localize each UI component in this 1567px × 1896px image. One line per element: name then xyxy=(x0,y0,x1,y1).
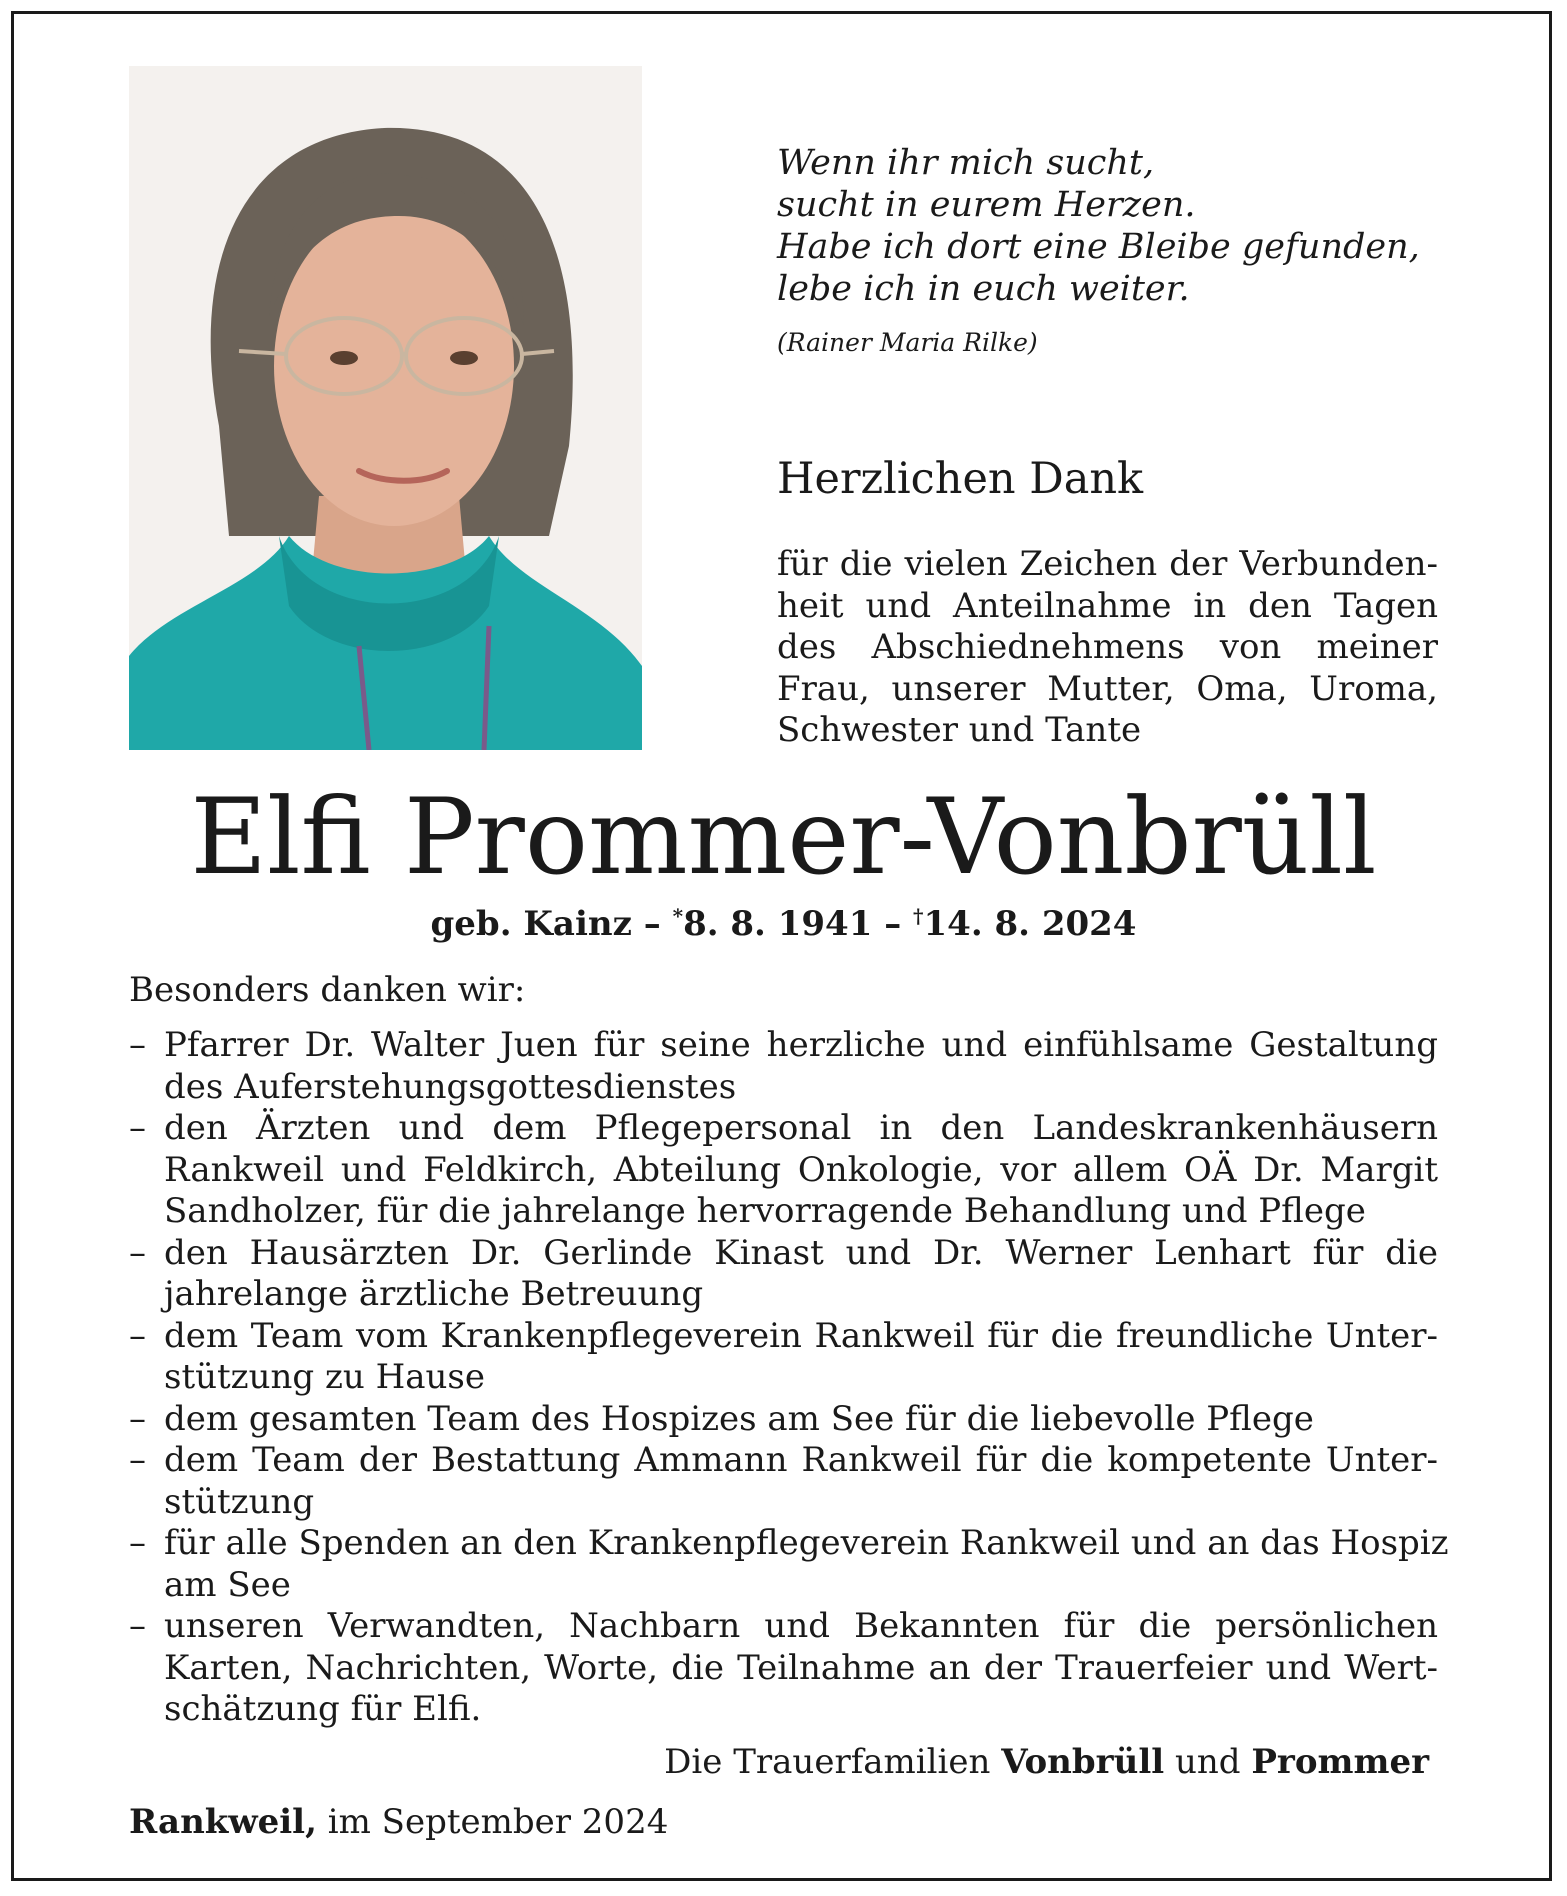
family-name-2: Prommer xyxy=(1251,1742,1429,1782)
list-item-line: dem Team vom Krankenpflegeverein Rankweil für die freundliche Unter- xyxy=(164,1315,1438,1356)
list-item xyxy=(129,1025,1438,1108)
list-dash: – xyxy=(129,1315,146,1356)
list-item xyxy=(129,1233,1438,1316)
family-name-1: Vonbrüll xyxy=(1001,1742,1165,1782)
signature-conjunction: und xyxy=(1174,1742,1241,1782)
place-town: Rankweil, xyxy=(129,1802,317,1842)
list-item-line: jahrelange ärztliche Betreuung xyxy=(164,1274,704,1314)
poem-quote xyxy=(777,142,1457,310)
thanks-heading: Herzlichen Dank xyxy=(777,454,1144,504)
list-item-line: stützung xyxy=(164,1481,315,1522)
birth-symbol: * xyxy=(672,904,684,928)
list-dash: – xyxy=(129,1232,146,1273)
deceased-name: Elfi Prommer-Vonbrüll xyxy=(190,776,1377,898)
list-item-line: des Auferstehungsgottesdienstes xyxy=(164,1066,737,1107)
place-month: im September 2024 xyxy=(327,1802,669,1842)
quote-line: Habe ich dort eine Bleibe gefunden, xyxy=(777,227,1420,267)
thanks-line: für die vielen Zeichen der Verbunden- xyxy=(777,544,1438,584)
quote-line: lebe ich in euch weiter. xyxy=(777,269,1190,309)
list-dash: – xyxy=(129,1606,146,1646)
quote-author: (Rainer Maria Rilke) xyxy=(777,328,1038,357)
list-item xyxy=(129,1523,1449,1606)
thanks-line: heit und Anteilnahme in den Tagen xyxy=(777,585,1438,626)
death-date: 14. 8. 2024 xyxy=(923,904,1137,944)
place-date xyxy=(129,1802,668,1842)
list-item-line: Pfarrer Dr. Walter Juen für seine herzliche und einfühlsame Gestaltung xyxy=(164,1025,1438,1065)
list-item xyxy=(129,1606,1438,1731)
list-item-line: dem Team der Bestattung Ammann Rankweil für die kompetente Unter- xyxy=(164,1440,1438,1480)
list-item-line: am See xyxy=(164,1564,291,1605)
portrait-photo xyxy=(129,66,642,750)
date-separator: – xyxy=(643,904,661,944)
thanks-list-intro: Besonders danken wir: xyxy=(129,970,526,1010)
signature-prefix: Die Trauerfamilien xyxy=(664,1742,991,1782)
thanks-list xyxy=(129,1025,1449,1731)
list-dash: – xyxy=(129,1523,146,1563)
quote-line: Wenn ihr mich sucht, xyxy=(777,143,1155,183)
list-item-line: dem gesamten Team des Hospizes am See für die liebevolle Pflege xyxy=(164,1398,1314,1439)
portrait-illustration xyxy=(129,66,642,750)
signature xyxy=(664,1742,1429,1782)
list-dash: – xyxy=(129,1025,146,1065)
thanks-line: Schwester und Tante xyxy=(777,710,1142,750)
list-dash: – xyxy=(129,1440,146,1480)
list-item-line: den Hausärzten Dr. Gerlinde Kinast und Dr. Werner Lenhart für die xyxy=(164,1232,1438,1273)
list-item-line: Rankweil und Feldkirch, Abteilung Onkologie, vor allem OÄ Dr. Margit xyxy=(164,1149,1438,1190)
list-item xyxy=(129,1440,1438,1523)
quote-line: sucht in eurem Herzen. xyxy=(777,185,1196,225)
life-dates xyxy=(0,904,1567,944)
list-item-line: den Ärzten und dem Pflegepersonal in den Landeskrankenhäusern xyxy=(164,1108,1438,1148)
maiden-name: geb. Kainz xyxy=(430,904,632,944)
list-item xyxy=(129,1108,1438,1233)
thanks-line: Frau, unserer Mutter, Oma, Uroma, xyxy=(777,668,1438,709)
thanks-paragraph xyxy=(777,544,1438,752)
list-item xyxy=(129,1316,1438,1399)
list-item-line: stützung zu Hause xyxy=(164,1357,485,1397)
date-separator: – xyxy=(884,904,902,944)
thanks-line: des Abschiednehmens von meiner xyxy=(777,627,1438,667)
death-symbol: † xyxy=(913,904,924,928)
list-dash: – xyxy=(129,1398,146,1439)
list-item-line: Sandholzer, für die jahrelange hervorragende Behandlung und Pflege xyxy=(164,1191,1366,1231)
list-item-line: Karten, Nachrichten, Worte, die Teilnahme an der Trauerfeier und Wert- xyxy=(164,1647,1438,1688)
list-item-line: schätzung für Elfi. xyxy=(164,1689,482,1729)
birth-date: 8. 8. 1941 xyxy=(683,904,873,944)
list-item xyxy=(129,1399,1438,1441)
list-item-line: unseren Verwandten, Nachbarn und Bekannten für die persönlichen xyxy=(164,1606,1438,1646)
list-item-line: für alle Spenden an den Krankenpflegeverein Rankweil und an das Hospiz xyxy=(164,1523,1449,1563)
list-dash: – xyxy=(129,1108,146,1148)
